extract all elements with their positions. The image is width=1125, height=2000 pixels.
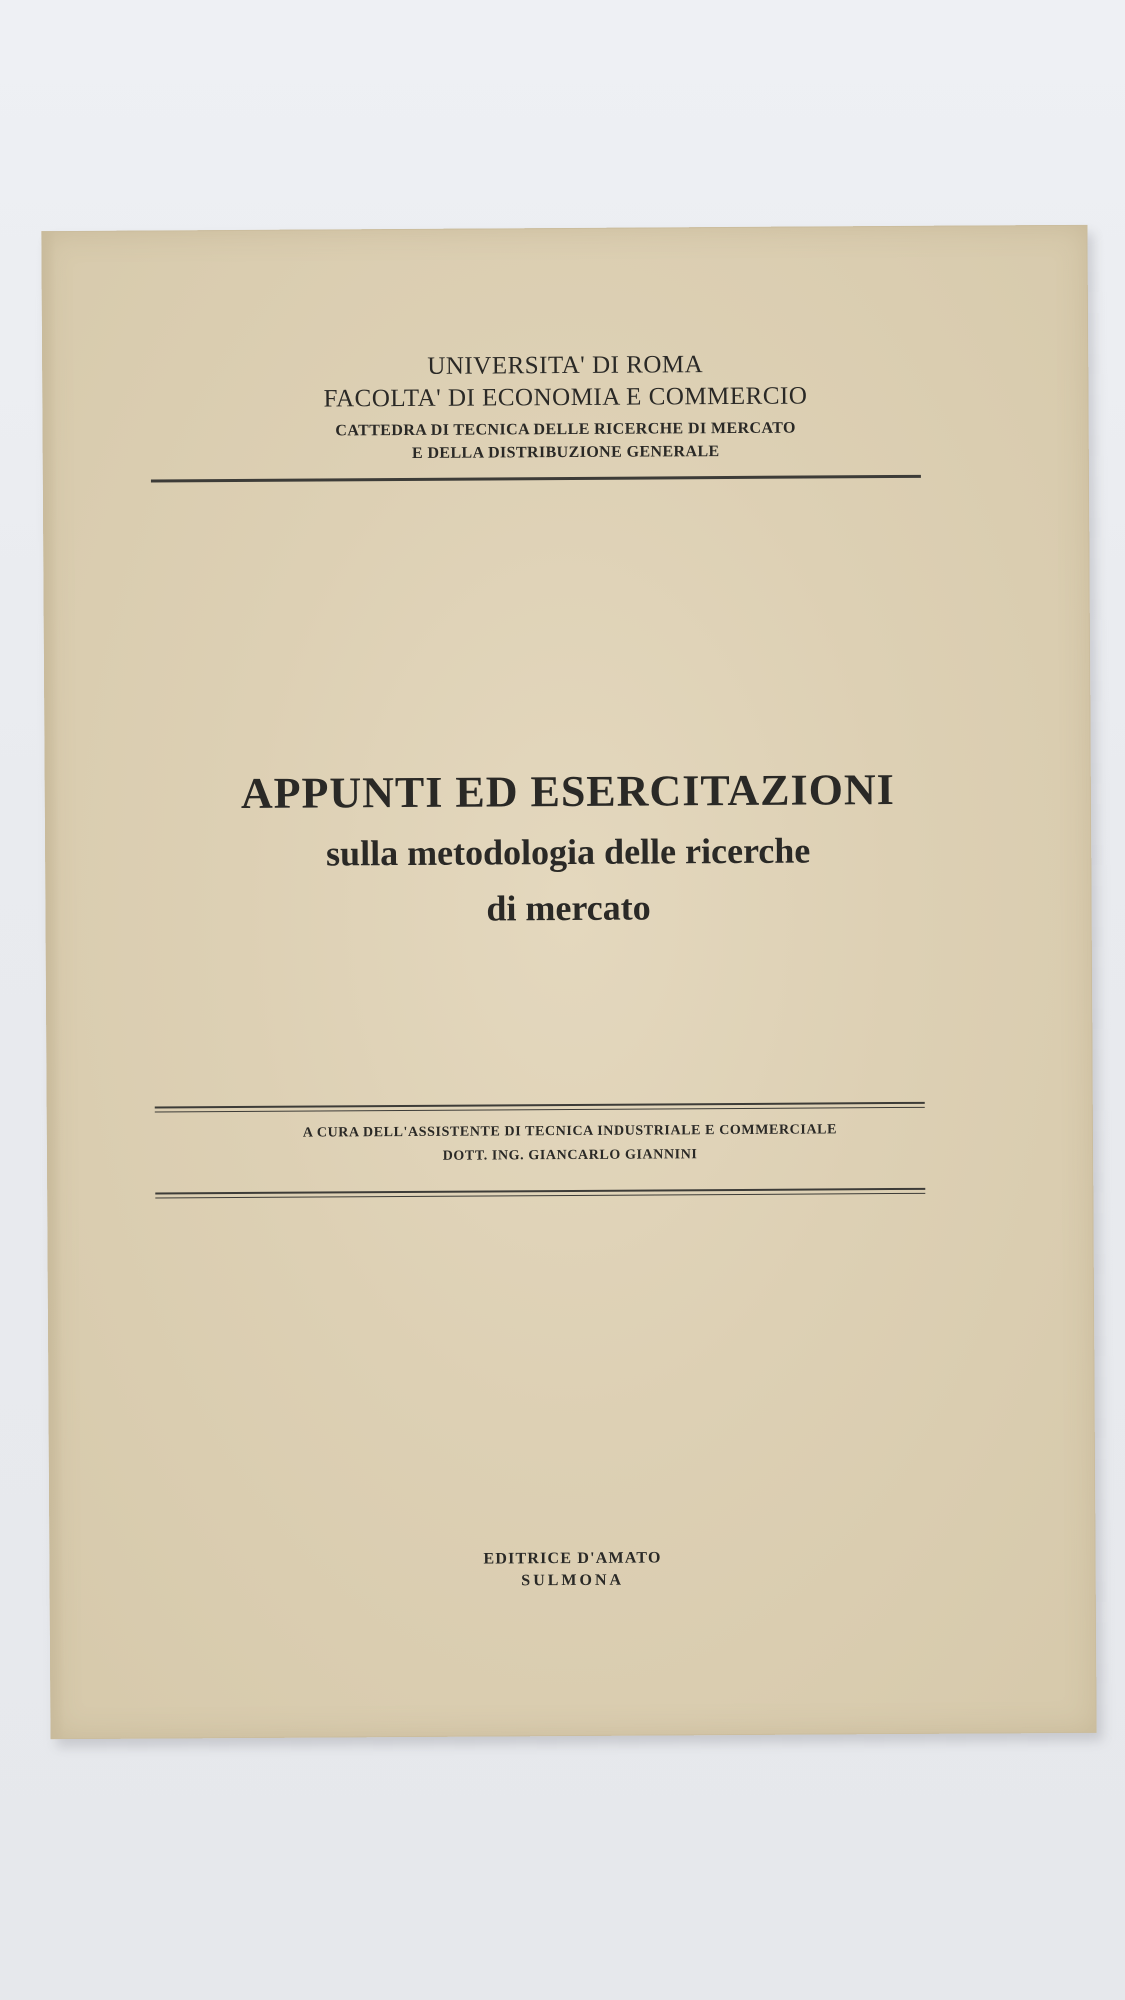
university-name: UNIVERSITA' DI ROMA bbox=[427, 351, 704, 380]
faculty-name: FACOLTA' DI ECONOMIA E COMMERCIO bbox=[323, 382, 808, 413]
department-heading bbox=[43, 415, 1089, 467]
curator-credit bbox=[47, 1117, 1093, 1171]
publisher-imprint bbox=[49, 1545, 1095, 1595]
top-divider bbox=[151, 475, 921, 483]
publisher-city: SULMONA bbox=[521, 1571, 625, 1590]
institution-heading bbox=[42, 347, 1088, 417]
book-subtitle bbox=[45, 821, 1092, 939]
book-cover bbox=[41, 225, 1096, 1739]
book-title: APPUNTI ED ESERCITAZIONI bbox=[240, 765, 895, 819]
chair-line-1: CATTEDRA DI TECNICA DELLE RICERCHE DI MERCATO bbox=[335, 419, 796, 440]
subtitle-line-2: di mercato bbox=[486, 887, 651, 929]
subtitle-line-1: sulla metodologia delle ricerche bbox=[325, 830, 811, 874]
curator-line-1: A CURA DELL'ASSISTENTE DI TECNICA INDUSTRIALE E COMMERCIALE bbox=[302, 1122, 838, 1141]
chair-line-2: E DELLA DISTRIBUZIONE GENERALE bbox=[411, 443, 720, 462]
publisher-name: EDITRICE D'AMATO bbox=[483, 1549, 662, 1568]
curator-line-2: DOTT. ING. GIANCARLO GIANNINI bbox=[442, 1147, 698, 1164]
